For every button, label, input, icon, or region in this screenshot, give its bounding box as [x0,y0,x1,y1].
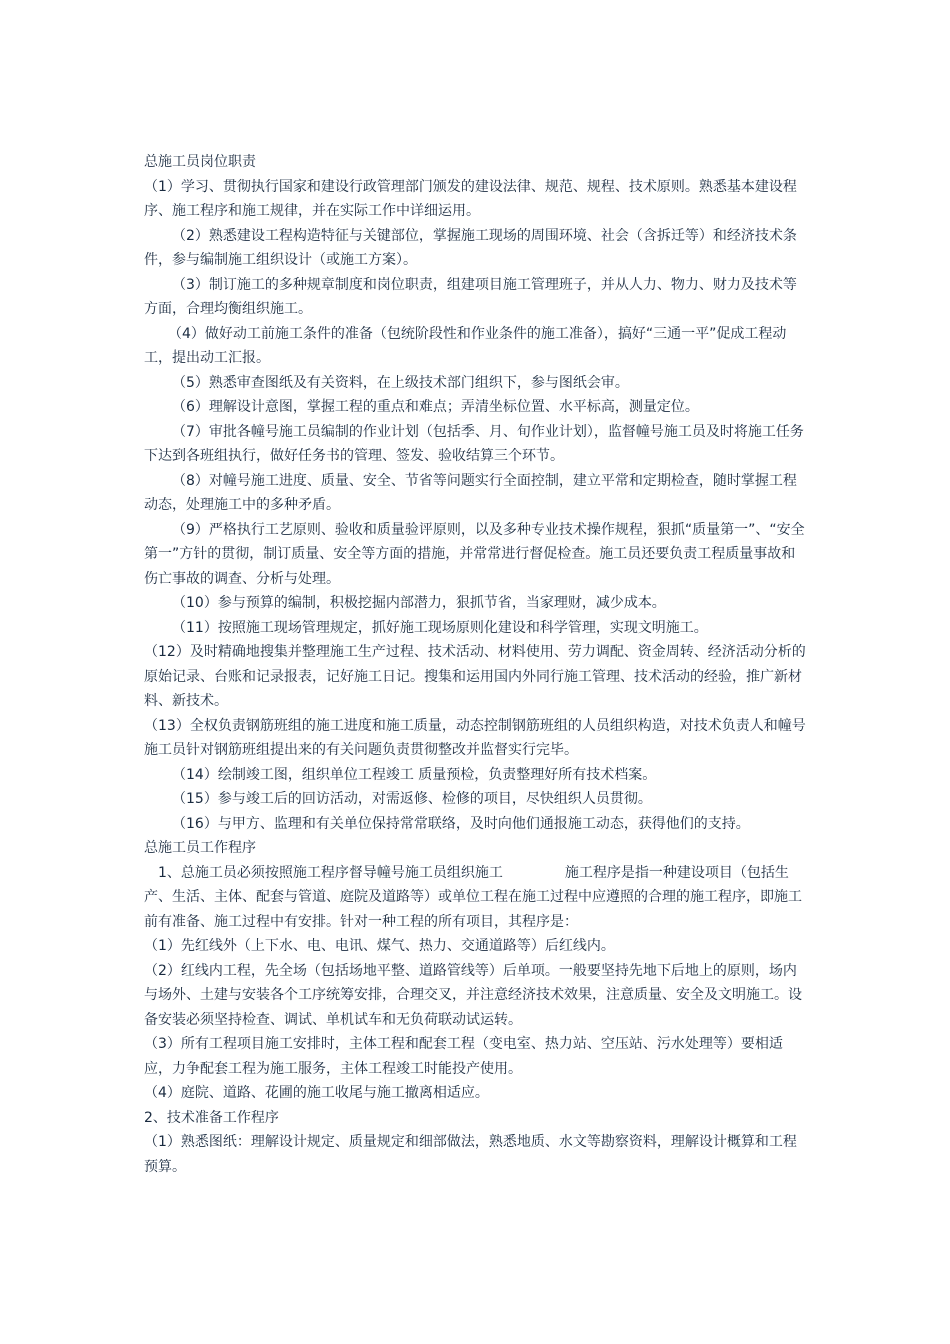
paragraph: （8）对幢号施工进度、质量、安全、节省等问题实行全面控制，建立平常和定期检查，随时掌握工程动态，处理施工中的多种矛盾。 [144,472,797,513]
paragraph: （16）与甲方、监理和有关单位保持常常联络，及时向他们通报施工动态，获得他们的支持。 [172,815,750,832]
paragraph [144,861,808,935]
paragraph: （2）熟悉建设工程构造特征与关键部位，掌握施工现场的周围环境、社会（含拆迁等）和经济技术条件，参与编制施工组织设计（或施工方案）。 [144,227,797,268]
section-heading: 2、技术准备工作程序 [144,1109,279,1126]
document-body [144,150,808,1179]
paragraph: （1）学习、贯彻执行国家和建设行政管理部门颁发的建设法律、规范、规程、技术原则。熟悉基本建设程序、施工程序和施工规律，并在实际工作中详细运用。 [144,178,797,219]
paragraph: （10）参与预算的编制，积极挖掘内部潜力，狠抓节省，当家理财，减少成本。 [172,595,666,611]
paragraph: （3）制订施工的多种规章制度和岗位职责，组建项目施工管理班子，并从人力、物力、财力及技术等方面，合理均衡组织施工。 [144,276,797,317]
paragraph: （13）全权负责钢筋班组的施工进度和施工质量，动态控制钢筋班组的人员组织构造，对技术负责人和幢号施工员针对钢筋班组提出来的有关问题负责贯彻整改并监督实行完毕。 [144,717,806,758]
paragraph: （3）所有工程项目施工安排时，主体工程和配套工程（变电室、热力站、空压站、污水处理等）要相适应，力争配套工程为施工服务，主体工程竣工时能投产使用。 [144,1036,783,1077]
paragraph: （11）按照施工现场管理规定，抓好施工现场原则化建设和科学管理，实现文明施工。 [172,619,708,636]
paragraph: （4）庭院、道路、花圃的施工收尾与施工撤离相适应。 [144,1085,489,1101]
paragraph: （1）熟悉图纸：理解设计规定、质量规定和细部做法，熟悉地质、水文等勘察资料，理解设计概算和工程预算。 [144,1134,797,1175]
paragraph: （14）绘制竣工图，组织单位工程竣工 质量预检，负责整理好所有技术档案。 [172,766,657,783]
paragraph: （5）熟悉审查图纸及有关资料，在上级技术部门组织下，参与图纸会审。 [172,374,629,391]
paragraph: （6）理解设计意图，掌握工程的重点和难点；弄清坐标位置、水平标高，测量定位。 [172,399,699,415]
paragraph: （1）先红线外（上下水、电、电讯、煤气、热力、交通道路等）后红线内。 [144,938,615,954]
section-heading: 总施工员工作程序 [144,840,256,856]
section-heading: 总施工员岗位职责 [144,154,256,170]
paragraph: （2）红线内工程，先全场（包括场地平整、道路管线等）后单项。一般要坚持先地下后地上的原则，场内与场外、土建与安装各个工序统筹安排，合理交叉，并注意经济技术效果，注意质量、安全及文明施工。设备安装必须坚持检查、调试、单机试车和无负荷联动试运转。 [144,962,802,1028]
paragraph: （12）及时精确地搜集并整理施工生产过程、技术活动、材料使用、劳力调配、资金周转、经济活动分析的原始记录、台账和记录报表，记好施工日记。搜集和运用国内外同行施工管理、技术活动的经验，推广新材料、新技术。 [144,644,806,709]
paragraph: （4）做好动工前施工条件的准备（包统阶段性和作业条件的施工准备），搞好“三通一平”促成工程动工，提出动工汇报。 [144,325,787,366]
paragraph: （7）审批各幢号施工员编制的作业计划（包括季、月、旬作业计划），监督幢号施工员及时将施工任务下达到各班组执行，做好任务书的管理、签发、验收结算三个环节。 [144,423,804,464]
item-rest: 施工程序是指一种建设项目（包括生产、生活、主体、配套与管道、庭院及道路等）或单位工程在施工过程中应遵照的合理的施工程序，即施工前有准备、施工过程中有安排。针对一种工程的所有项目，其程序是： [144,864,802,930]
item-lead: 1、总施工员必须按照施工程序督导幢号施工员组织施工 [158,864,503,881]
paragraph: （15）参与竣工后的回访活动，对需返修、检修的项目，尽快组织人员贯彻。 [172,791,652,807]
paragraph: （9）严格执行工艺原则、验收和质量验评原则，以及多种专业技术操作规程，狠抓“质量第一”、“安全第一”方针的贯彻，制订质量、安全等方面的措施，并常常进行督促检查。施工员还要负责工程质量事故和伤亡事故的调查、分析与处理。 [144,521,805,587]
